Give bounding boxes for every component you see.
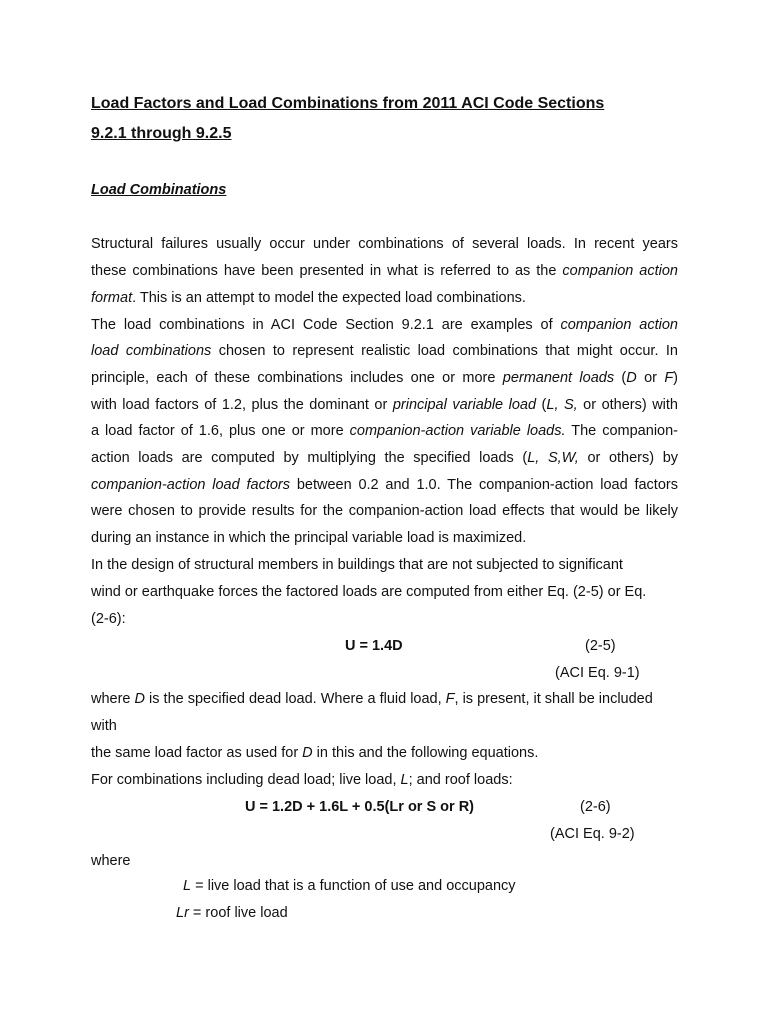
equation-2-5: U = 1.4D [345,638,403,654]
para3-line2: wind or earthquake forces the factored loads are computed from either Eq. (2-5) or Eq. [91,584,647,600]
para2-line7: companion-action load factors between 0.2 and 1.0. The companion-action load factors [91,477,678,493]
para2-line8: were chosen to provide results for the companion-action load effects that would be likely [91,503,678,519]
equation-2-6: U = 1.2D + 1.6L + 0.5(Lr or S or R) [245,799,474,815]
para2-line3: principle, each of these combinations includes one or more permanent loads (D or F) [91,370,679,386]
para4-line3: the same load factor as used for D in this and the following equations. [91,745,539,761]
definition-live-load: L = live load that is a function of use and occupancy [183,878,516,894]
para2-line6: action loads are computed by multiplying the specified loads (L, S,W, or others) by [91,450,679,466]
para1-line1: Structural failures usually occur under combinations of several loads. In recent years [91,236,678,252]
document-title-line-1: Load Factors and Load Combinations from 2011 ACI Code Sections [91,95,605,112]
para4-line1: where D is the specified dead load. Where a fluid load, F, is present, it shall be included [91,691,653,707]
definition-roof-live-load: Lr = roof live load [176,905,288,921]
para1-line3: format. This is an attempt to model the expected load combinations. [91,290,526,306]
para2-line2: load combinations chosen to represent realistic load combinations that might occur. In [91,343,678,359]
para2-line1: The load combinations in ACI Code Section 9.2.1 are examples of companion action [91,317,678,333]
aci-eq-9-2: (ACI Eq. 9-2) [550,826,635,842]
para2-line4: with load factors of 1.2, plus the dominant or principal variable load (L, S, or others) with [91,397,678,413]
para2-line9: during an instance in which the principal variable load is maximized. [91,530,527,546]
para3-line3: (2-6): [91,611,126,627]
para1-line2: these combinations have been presented in what is referred to as the companion action [91,263,678,279]
para2-line5: a load factor of 1.6, plus one or more companion-action variable loads. The companion- [91,423,678,439]
where-label: where [91,853,131,869]
para3-line1: In the design of structural members in buildings that are not subjected to significant [91,557,623,573]
para4-line2: with [91,718,117,734]
equation-2-6-number: (2-6) [580,799,611,815]
equation-2-5-number: (2-5) [585,638,616,654]
aci-eq-9-1: (ACI Eq. 9-1) [555,665,640,681]
document-title-line-2: 9.2.1 through 9.2.5 [91,125,232,142]
para4-line4: For combinations including dead load; live load, L; and roof loads: [91,772,513,788]
section-heading: Load Combinations [91,182,227,198]
